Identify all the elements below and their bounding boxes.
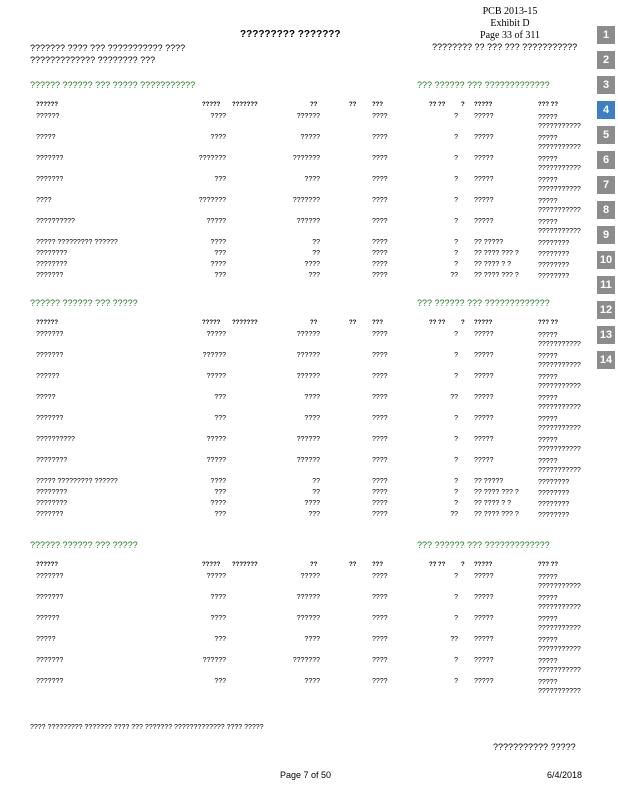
- table-cell: ?: [454, 331, 458, 338]
- table-cell: ?????: [474, 457, 494, 464]
- table-cell: ????: [304, 636, 320, 643]
- table-cell: ??????: [296, 113, 320, 120]
- table-cell: ?: [454, 373, 458, 380]
- table-cell: ???????: [36, 511, 64, 518]
- column-header: ?: [461, 102, 465, 108]
- table-row: [0, 500, 600, 511]
- table-cell: ???????: [36, 415, 64, 422]
- table-cell: ??????: [36, 113, 60, 120]
- table-cell: ??: [312, 250, 320, 257]
- column-header: ?????: [202, 320, 221, 326]
- table-cell: ????: [372, 594, 388, 601]
- table-cell: ?: [454, 352, 458, 359]
- table-cell: ???????: [292, 155, 320, 162]
- table-cell: ????? ???????????: [538, 574, 581, 590]
- column-header: ?? ??: [429, 320, 446, 326]
- table-cell: ?????: [36, 636, 56, 643]
- table-cell: ???????: [198, 197, 226, 204]
- table-cell: ???: [308, 511, 320, 518]
- table-cell: ???????: [36, 331, 64, 338]
- table-cell: ??: [450, 394, 458, 401]
- page-tab-8[interactable]: 8: [597, 201, 615, 219]
- column-header: ???: [372, 562, 383, 568]
- table-cell: ????: [372, 239, 388, 246]
- table-row: [0, 457, 600, 474]
- column-header: ???????: [232, 102, 258, 108]
- table-cell: ???: [214, 415, 226, 422]
- table-cell: ???: [214, 636, 226, 643]
- table-cell: ????????: [538, 273, 570, 280]
- table-cell: ????: [372, 331, 388, 338]
- column-header: ?????: [474, 320, 493, 326]
- table-cell: ????? ???????????: [538, 177, 581, 193]
- table-cell: ?????: [206, 373, 226, 380]
- table-cell: ?: [454, 261, 458, 268]
- table-cell: ????????: [36, 250, 68, 257]
- table-cell: ?????: [206, 457, 226, 464]
- table-cell: ???: [214, 678, 226, 685]
- table-cell: ?: [454, 594, 458, 601]
- table-cell: ????: [210, 615, 226, 622]
- page-number: Page 7 of 50: [280, 770, 332, 780]
- table-cell: ?? ???? ??? ?: [474, 272, 519, 279]
- table-cell: ?: [454, 197, 458, 204]
- column-header: ??????: [36, 562, 58, 568]
- table-cell: ????? ???????????: [538, 637, 581, 653]
- table-cell: ??????????: [36, 436, 75, 443]
- table-cell: ??????: [296, 615, 320, 622]
- table-cell: ????: [210, 134, 226, 141]
- table-cell: ?: [454, 250, 458, 257]
- table-cell: ?????: [474, 134, 494, 141]
- table-cell: ?? ???? ??? ?: [474, 250, 519, 257]
- table-cell: ??????: [36, 373, 60, 380]
- table-cell: ????????: [538, 501, 570, 508]
- table-cell: ????: [372, 436, 388, 443]
- table-cell: ????: [372, 478, 388, 485]
- table-cell: ?????: [474, 218, 494, 225]
- table-row: [0, 657, 600, 674]
- signature: ??????????? ?????: [493, 742, 576, 752]
- table-cell: ????: [304, 678, 320, 685]
- table-cell: ?????: [474, 113, 494, 120]
- table-cell: ????? ???????????: [538, 658, 581, 674]
- table-cell: ????: [372, 113, 388, 120]
- table-row: [0, 573, 600, 590]
- table-cell: ?: [454, 478, 458, 485]
- table-cell: ????: [304, 176, 320, 183]
- table-cell: ????? ???????????: [538, 616, 581, 632]
- table-cell: ?????: [474, 373, 494, 380]
- table-cell: ????: [372, 511, 388, 518]
- table-cell: ????????: [538, 479, 570, 486]
- table-row: [0, 373, 600, 390]
- table-cell: ???????: [36, 176, 64, 183]
- table-row: [0, 478, 600, 489]
- column-header: ??? ??: [538, 562, 558, 568]
- table-cell: ??: [450, 272, 458, 279]
- table-cell: ??????: [296, 594, 320, 601]
- exhibit-page: Page 33 of 311: [480, 30, 540, 41]
- table-row: [0, 155, 600, 172]
- table-cell: ????: [372, 373, 388, 380]
- table-cell: ?????: [206, 436, 226, 443]
- page-tabs: [597, 26, 615, 376]
- table-cell: ?? ???? ? ?: [474, 261, 511, 268]
- page-tab-5[interactable]: 5: [597, 126, 615, 144]
- table-cell: ?????: [206, 331, 226, 338]
- table-cell: ????? ???????????: [538, 156, 581, 172]
- table-cell: ????: [372, 352, 388, 359]
- table-row: [0, 615, 600, 632]
- table-cell: ?????: [474, 394, 494, 401]
- table-row: [0, 511, 600, 522]
- table-cell: ??????: [296, 218, 320, 225]
- page-tab-3[interactable]: 3: [597, 76, 615, 94]
- column-header: ?????: [202, 102, 221, 108]
- table-cell: ?????: [300, 573, 320, 580]
- table-cell: ????????: [538, 240, 570, 247]
- table-cell: ??????: [296, 436, 320, 443]
- table-cell: ???????: [36, 352, 64, 359]
- page-tab-12[interactable]: 12: [597, 301, 615, 319]
- table-cell: ????? ???????????: [538, 374, 581, 390]
- page-tab-4[interactable]: 4: [597, 101, 615, 119]
- table-cell: ????????: [36, 261, 68, 268]
- table-cell: ????: [210, 594, 226, 601]
- table-cell: ????: [210, 478, 226, 485]
- table-row: [0, 176, 600, 193]
- table-cell: ?? ?????: [474, 239, 504, 246]
- table-cell: ????? ???????????: [538, 595, 581, 611]
- table-cell: ????? ???????????: [538, 458, 581, 474]
- table-cell: ??????: [296, 457, 320, 464]
- table-cell: ?: [454, 176, 458, 183]
- exhibit-header: [440, 6, 580, 42]
- table-cell: ?????: [36, 394, 56, 401]
- table-cell: ????: [304, 415, 320, 422]
- subtitle-left-line-1: ??????? ???? ??? ??????????? ????: [30, 43, 186, 53]
- column-header: ??????: [36, 320, 58, 326]
- table-cell: ????: [210, 113, 226, 120]
- table-cell: ????????: [538, 512, 570, 519]
- table-cell: ?: [454, 415, 458, 422]
- table-cell: ????: [372, 657, 388, 664]
- table-cell: ?????: [474, 678, 494, 685]
- page-tab-14[interactable]: 14: [597, 351, 615, 369]
- exhibit-label: Exhibit D: [490, 18, 530, 29]
- table-row: [0, 489, 600, 500]
- table-cell: ????: [372, 489, 388, 496]
- table-row: [0, 113, 600, 130]
- table-cell: ?: [454, 500, 458, 507]
- page-tab-13[interactable]: 13: [597, 326, 615, 344]
- table-row: [0, 218, 600, 235]
- table-cell: ?: [454, 436, 458, 443]
- table-cell: ?????: [474, 155, 494, 162]
- table-cell: ????????: [36, 500, 68, 507]
- table-cell: ????: [372, 415, 388, 422]
- table-cell: ?????: [474, 415, 494, 422]
- subtitle-right: ???????? ?? ??? ??? ???????????: [432, 42, 578, 52]
- table-cell: ????: [372, 573, 388, 580]
- table-cell: ?????: [474, 176, 494, 183]
- table-cell: ??: [312, 489, 320, 496]
- table-cell: ???: [214, 511, 226, 518]
- table-cell: ??: [450, 511, 458, 518]
- table-cell: ?????: [206, 218, 226, 225]
- table-cell: ????? ????????? ??????: [36, 239, 118, 246]
- table-cell: ??????: [296, 352, 320, 359]
- exhibit-case: PCB 2013-15: [482, 6, 538, 17]
- footnote: ???? ????????? ??????? ???? ??? ??????? ????????????? ???? ?????: [30, 724, 264, 731]
- table-row: [0, 594, 600, 611]
- table-cell: ?? ???? ? ?: [474, 500, 511, 507]
- column-header: ?: [461, 320, 465, 326]
- table-cell: ????: [210, 500, 226, 507]
- table-row: [0, 272, 600, 283]
- table-cell: ??????: [202, 657, 226, 664]
- table-cell: ????: [372, 155, 388, 162]
- table-cell: ????: [372, 678, 388, 685]
- table-cell: ????? ???????????: [538, 219, 581, 235]
- table-cell: ?: [454, 134, 458, 141]
- table-cell: ???: [214, 272, 226, 279]
- page-tab-6[interactable]: 6: [597, 151, 615, 169]
- table-cell: ????? ???????????: [538, 395, 581, 411]
- table-cell: ?: [454, 615, 458, 622]
- table-cell: ?? ???? ??? ?: [474, 511, 519, 518]
- table-row: [0, 250, 600, 261]
- table-cell: ????? ???????????: [538, 353, 581, 369]
- table-cell: ?????: [206, 573, 226, 580]
- column-header: ?? ??: [429, 102, 446, 108]
- column-header: ??: [349, 102, 357, 108]
- column-header: ?????: [474, 562, 493, 568]
- table-cell: ?????: [474, 657, 494, 664]
- table-cell: ????: [372, 457, 388, 464]
- table-row: [0, 352, 600, 369]
- table-cell: ????: [210, 261, 226, 268]
- table-row: [0, 394, 600, 411]
- page-title: ????????? ???????: [240, 29, 341, 40]
- subtitle-left-line-2: ????????????? ???????? ???: [30, 55, 156, 65]
- table-cell: ????: [372, 272, 388, 279]
- table-cell: ????: [36, 197, 52, 204]
- column-header: ??: [310, 320, 318, 326]
- table-cell: ???????: [36, 594, 64, 601]
- column-header: ??? ??: [538, 320, 558, 326]
- table-cell: ????: [210, 239, 226, 246]
- table-cell: ????? ???????????: [538, 114, 581, 130]
- section-title-right: ??? ?????? ??? ?????????????: [417, 298, 550, 308]
- column-header: ?? ??: [429, 562, 446, 568]
- table-cell: ???????: [36, 657, 64, 664]
- footer-date: 6/4/2018: [547, 770, 583, 780]
- table-cell: ?????: [474, 615, 494, 622]
- table-cell: ?: [454, 657, 458, 664]
- column-header: ??: [349, 320, 357, 326]
- table-cell: ????? ???????????: [538, 679, 581, 695]
- subtitle-left: [30, 42, 185, 66]
- table-cell: ??????: [296, 373, 320, 380]
- column-header: ??: [310, 102, 318, 108]
- column-header: ??? ??: [538, 102, 558, 108]
- table-cell: ?????: [300, 134, 320, 141]
- table-cell: ?????: [474, 197, 494, 204]
- section-title-left: ?????? ?????? ??? ????? ???????????: [30, 80, 196, 90]
- table-cell: ????: [304, 394, 320, 401]
- table-cell: ?????: [474, 573, 494, 580]
- table-cell: ???????: [292, 657, 320, 664]
- table-row: [0, 678, 600, 695]
- table-cell: ????? ???????????: [538, 332, 581, 348]
- column-header: ???: [372, 102, 383, 108]
- table-cell: ????: [372, 500, 388, 507]
- page-tab-2[interactable]: 2: [597, 51, 615, 69]
- table-cell: ??: [450, 636, 458, 643]
- section-title-left: ?????? ?????? ??? ?????: [30, 298, 138, 308]
- table-cell: ????????: [36, 489, 68, 496]
- table-cell: ????: [372, 615, 388, 622]
- table-cell: ????: [372, 250, 388, 257]
- table-cell: ?: [454, 113, 458, 120]
- table-cell: ????: [372, 134, 388, 141]
- page-tab-7[interactable]: 7: [597, 176, 615, 194]
- table-cell: ?: [454, 239, 458, 246]
- table-cell: ???: [214, 176, 226, 183]
- table-cell: ?????: [474, 636, 494, 643]
- column-header: ??: [349, 562, 357, 568]
- table-cell: ????????: [538, 262, 570, 269]
- table-cell: ????? ???????????: [538, 198, 581, 214]
- table-row: [0, 261, 600, 272]
- table-cell: ???: [214, 250, 226, 257]
- table-cell: ?: [454, 457, 458, 464]
- column-header: ?????: [202, 562, 221, 568]
- table-cell: ????? ???????????: [538, 135, 581, 151]
- table-cell: ??: [312, 239, 320, 246]
- table-cell: ?: [454, 489, 458, 496]
- table-cell: ???????: [36, 678, 64, 685]
- table-cell: ???: [214, 489, 226, 496]
- column-header: ???????: [232, 562, 258, 568]
- column-header: ??: [310, 562, 318, 568]
- table-cell: ????? ???????????: [538, 416, 581, 432]
- table-cell: ???????: [36, 272, 64, 279]
- column-header: ?????: [474, 102, 493, 108]
- column-header: ???????: [232, 320, 258, 326]
- table-cell: ?: [454, 218, 458, 225]
- table-cell: ?: [454, 573, 458, 580]
- table-cell: ????????: [36, 457, 68, 464]
- table-row: [0, 239, 600, 250]
- table-cell: ?: [454, 155, 458, 162]
- section-title-right: ??? ?????? ??? ?????????????: [417, 540, 550, 550]
- table-row: [0, 331, 600, 348]
- table-row: [0, 415, 600, 432]
- table-cell: ????: [304, 500, 320, 507]
- table-cell: ???: [214, 394, 226, 401]
- table-cell: ????????: [538, 251, 570, 258]
- table-cell: ???????: [292, 197, 320, 204]
- table-cell: ?????: [474, 436, 494, 443]
- table-cell: ?? ?????: [474, 478, 504, 485]
- page-tab-9[interactable]: 9: [597, 226, 615, 244]
- table-cell: ????: [372, 261, 388, 268]
- table-row: [0, 134, 600, 151]
- table-cell: ????: [372, 218, 388, 225]
- table-cell: ??????????: [36, 218, 75, 225]
- table-cell: ????? ????????? ??????: [36, 478, 118, 485]
- table-cell: ??????: [202, 352, 226, 359]
- table-row: [0, 436, 600, 453]
- table-cell: ????????: [538, 490, 570, 497]
- column-header: ???: [372, 320, 383, 326]
- table-cell: ???????: [198, 155, 226, 162]
- table-cell: ???: [308, 272, 320, 279]
- page-tab-1[interactable]: 1: [597, 26, 615, 44]
- table-cell: ??????: [36, 615, 60, 622]
- column-header: ?: [461, 562, 465, 568]
- table-cell: ??????: [296, 331, 320, 338]
- column-header: ??????: [36, 102, 58, 108]
- section-title-left: ?????? ?????? ??? ?????: [30, 540, 138, 550]
- table-cell: ?????: [474, 594, 494, 601]
- table-cell: ?????: [474, 352, 494, 359]
- page-tab-11[interactable]: 11: [597, 276, 615, 294]
- table-cell: ????? ???????????: [538, 437, 581, 453]
- table-cell: ????: [372, 197, 388, 204]
- table-cell: ??: [312, 478, 320, 485]
- table-cell: ????: [372, 176, 388, 183]
- table-cell: ?? ???? ??? ?: [474, 489, 519, 496]
- table-row: [0, 197, 600, 214]
- table-cell: ?: [454, 678, 458, 685]
- table-cell: ????: [372, 636, 388, 643]
- table-row: [0, 636, 600, 653]
- table-cell: ???????: [36, 573, 64, 580]
- table-cell: ?????: [36, 134, 56, 141]
- table-cell: ?????: [474, 331, 494, 338]
- section-title-right: ??? ?????? ??? ?????????????: [417, 80, 550, 90]
- table-cell: ????: [372, 394, 388, 401]
- table-cell: ???????: [36, 155, 64, 162]
- table-cell: ????: [304, 261, 320, 268]
- page-tab-10[interactable]: 10: [597, 251, 615, 269]
